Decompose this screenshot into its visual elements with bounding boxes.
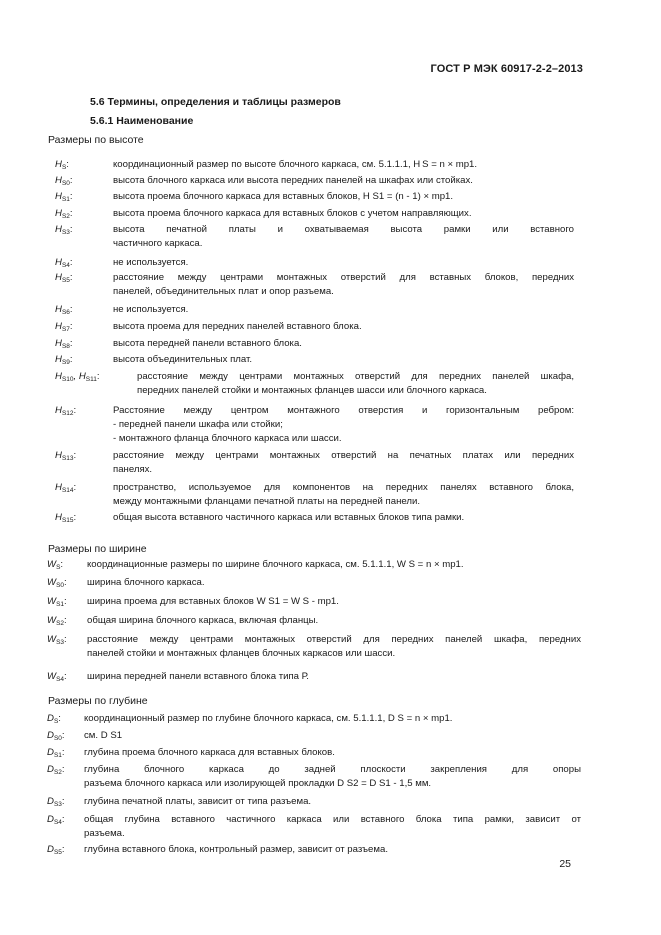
definition-line: частичного каркаса. [113,238,203,249]
term-symbol [47,843,65,860]
term-definition [113,449,574,477]
term-definition [84,843,581,857]
term-definition [87,670,581,684]
symbol-letter: H [55,512,62,523]
symbol-subscript: S1 [53,752,62,759]
definition-line: координационный размер по глубине блочного каркаса, см. 5.1.1.1, D S = n × mp1. [84,713,453,724]
symbol-subscript: S12 [61,410,74,417]
term-definition [87,614,581,628]
symbol-letter: D [47,713,54,724]
symbol-subscript: S10 [61,376,74,383]
symbol-colon: : [73,512,77,523]
term-definition [113,353,574,367]
symbol-subscript: S5 [53,849,62,856]
symbol-letter: H [55,304,62,315]
symbol-colon: : [61,814,65,825]
symbol-subscript: S2 [53,769,62,776]
symbol-subscript: S15 [61,517,74,524]
term-symbol [55,511,76,528]
symbol-letter: W [47,671,57,682]
term-definition [113,481,574,509]
term-definition [113,158,574,172]
definition-line: высота проема для передних панелей вставного блока. [113,321,362,332]
group-title: Размеры по ширине [48,543,147,555]
definition-line: Расстояние между центром монтажного отверстия и горизонтальным ребром: [113,405,574,416]
symbol-colon: : [64,596,67,607]
symbol-colon: : [69,224,73,235]
symbol-colon: : [61,730,65,741]
term-definition [84,746,581,760]
symbol-letter: D [47,747,54,758]
symbol-letter: W [47,615,57,626]
symbol-colon: : [69,354,73,365]
term-definition [113,271,574,299]
definition-line: - передней панели шкафа или стойки; [113,419,283,430]
symbol-letter: H [55,272,62,283]
symbol-subscript: S6 [61,309,70,316]
term-definition [84,795,581,809]
term-symbol [47,729,65,746]
symbol-separator: , [73,371,79,382]
definition-line: общая глубина вставного частичного каркаса или вставного блока типа рамки, зависит от [84,814,581,825]
definition-line: панелей стойки и монтажных фланцев блочных каркасов или шасси. [87,648,396,659]
symbol-colon: : [61,747,65,758]
symbol-subscript: S0 [53,735,62,742]
symbol-colon: : [64,615,67,626]
symbol-colon: : [73,405,77,416]
standard-designation: ГОСТ Р МЭК 60917-2-2–2013 [430,63,583,75]
symbol-colon: : [69,175,73,186]
definition-line: расстояние между центрами монтажных отверстий на печатных платах или передних [113,450,574,461]
term-symbol [55,190,73,207]
symbol-letter: H [55,257,62,268]
symbol-subscript: S2 [61,213,70,220]
symbol-colon: : [61,796,65,807]
definition-line: высота проема блочного каркаса для вставных блоков с учетом направляющих. [113,208,472,219]
definition-line: координационные размеры по ширине блочного каркаса, см. 5.1.1.1, W S = n × mp1. [87,559,464,570]
term-symbol [47,746,65,763]
symbol-colon: : [58,713,61,724]
term-symbol [47,712,61,729]
symbol-subscript: S5 [61,277,70,284]
symbol-letter: W [47,634,57,645]
symbol-letter: H [55,191,62,202]
symbol-colon: : [73,482,77,493]
symbol-letter: H [55,450,62,461]
term-symbol [55,271,73,288]
symbol-subscript: S2 [56,620,65,627]
symbol-colon: : [66,159,69,170]
subsection-title: 5.6.1 Наименование [90,115,194,127]
symbol-subscript: S0 [56,582,65,589]
term-symbol [55,353,73,370]
term-definition [113,337,574,351]
symbol-subscript: S4 [61,262,70,269]
symbol-colon: : [69,208,73,219]
definition-line: см. D S1 [84,730,123,741]
group-title: Размеры по глубине [48,695,148,707]
term-definition [113,404,574,446]
symbol-letter: H [55,208,62,219]
symbol-letter: D [47,764,54,775]
definition-line: ширина передней панели вставного блока типа Р. [87,671,309,682]
definition-line: ширина блочного каркаса. [87,577,205,588]
term-definition [84,729,581,743]
term-symbol [55,207,73,224]
definition-line: не используется. [113,257,189,268]
symbol-colon: : [69,272,73,283]
term-definition [84,763,581,791]
definition-line: координационный размер по высоте блочного каркаса, см. 5.1.1.1, H S = n × mp1. [113,159,478,170]
symbol-colon: : [64,577,67,588]
term-symbol [55,370,100,387]
term-definition [113,320,574,334]
symbol-letter: H [55,354,62,365]
symbol-subscript: S3 [53,801,62,808]
symbol-colon: : [96,371,100,382]
term-symbol [55,223,73,240]
term-definition [84,813,581,841]
symbol-colon: : [69,191,73,202]
term-definition [84,712,581,726]
definition-line: пространство, используемое для компонентов на передних панелях вставного блока, [113,482,574,493]
symbol-subscript: S4 [56,676,65,683]
symbol-colon: : [69,338,73,349]
symbol-subscript: S9 [61,359,70,366]
symbol-colon: : [64,634,67,645]
symbol-subscript: S3 [61,229,70,236]
term-definition [87,633,581,661]
symbol-letter: H [55,224,62,235]
term-symbol [55,481,76,498]
symbol-subscript: S1 [61,196,70,203]
term-definition [137,370,574,398]
term-symbol [47,670,67,687]
term-definition [113,207,574,221]
term-symbol [55,158,69,175]
definition-line: расстояние между центрами монтажных отверстий для передних панелей шкафа, передних [87,634,581,645]
definition-line: глубина блочного каркаса до задней плоскости закрепления для опоры [84,764,581,775]
term-definition [113,190,574,204]
symbol-letter: H [55,338,62,349]
symbol-subscript: S13 [61,455,74,462]
definition-line: панелей, объединительных плат и опор разъема. [113,286,334,297]
symbol-subscript: S1 [56,601,65,608]
term-symbol [47,763,65,780]
term-definition [113,256,574,270]
definition-line: общая ширина блочного каркаса, включая фланцы. [87,615,319,626]
symbol-subscript: S8 [61,343,70,350]
term-symbol [55,337,73,354]
symbol-letter: D [47,814,54,825]
term-symbol [47,813,65,830]
group-title: Размеры по высоте [48,134,144,146]
term-symbol [47,576,67,593]
symbol-colon: : [69,321,73,332]
symbol-colon: : [61,844,65,855]
definition-line: - монтажного фланца блочного каркаса или шасси. [113,433,342,444]
term-definition [87,576,581,590]
term-symbol [47,595,67,612]
term-definition [113,174,574,188]
definition-line: глубина вставного блока, контрольный размер, зависит от разъема. [84,844,388,855]
symbol-subscript: S [61,164,67,171]
symbol-letter: H [55,159,62,170]
symbol-subscript: S3 [56,639,65,646]
symbol-colon: : [61,764,65,775]
symbol-letter: H [55,175,62,186]
term-symbol [55,320,73,337]
definition-line: общая высота вставного частичного каркаса или вставных блоков типа рамки. [113,512,465,523]
symbol-letter: D [47,796,54,807]
definition-line: глубина проема блочного каркаса для вставных блоков. [84,747,335,758]
symbol-colon: : [64,671,67,682]
symbol-letter: W [47,559,57,570]
definition-line: разъема. [84,828,125,839]
term-definition [113,223,574,251]
definition-line: панелях. [113,464,153,475]
definition-line: глубина печатной платы, зависит от типа разъема. [84,796,312,807]
section-title: 5.6 Термины, определения и таблицы размеров [90,96,341,108]
symbol-letter: W [47,577,57,588]
definition-line: расстояние между центрами монтажных отверстий для передних панелей шкафа, [137,371,574,382]
term-definition [113,303,574,317]
term-definition [87,595,581,609]
definition-line: не используется. [113,304,189,315]
symbol-subscript: S11 [85,376,97,383]
definition-line: высота блочного каркаса или высота передних панелей на шкафах или стойках. [113,175,473,186]
definition-line: высота печатной платы и охватываемая высота рамки или вставного [113,224,574,235]
symbol-letter: W [47,596,57,607]
symbol-letter: H [55,405,62,416]
symbol-subscript: S7 [61,326,70,333]
symbol-letter: H [55,371,62,382]
symbol-subscript: S [56,564,61,571]
definition-line: разъема блочного каркаса или изолирующей прокладки D S2 = D S1 - 1,5 мм. [84,778,432,789]
symbol-letter: H [78,371,86,382]
term-symbol [55,303,73,320]
definition-line: расстояние между центрами монтажных отверстий для вставных блоков, передних [113,272,574,283]
symbol-letter: H [55,321,62,332]
definition-line: высота объединительных плат. [113,354,253,365]
symbol-colon: : [60,559,64,570]
symbol-subscript: S14 [61,487,74,494]
term-symbol [47,795,65,812]
symbol-colon: : [73,450,77,461]
term-symbol [47,614,67,631]
symbol-subscript: S [53,718,59,725]
definition-line: между монтажными фланцами печатной платы на передней панели. [113,496,421,507]
term-symbol [47,558,63,575]
term-definition [113,511,574,525]
term-symbol [47,633,67,650]
symbol-colon: : [69,304,73,315]
symbol-subscript: S4 [53,819,62,826]
symbol-subscript: S0 [61,180,70,187]
definition-line: высота проема блочного каркаса для вставных блоков, H S1 = (n - 1) × mp1. [113,191,454,202]
symbol-letter: D [47,730,54,741]
page-number: 25 [559,858,571,870]
symbol-colon: : [69,257,73,268]
symbol-letter: H [55,482,62,493]
definition-line: ширина проема для вставных блоков W S1 = W S - mp1. [87,596,339,607]
symbol-letter: D [47,844,54,855]
definition-line: высота передней панели вставного блока. [113,338,302,349]
term-definition [87,558,581,572]
definition-line: передних панелей стойки и монтажных фланцев шасси или блочного каркаса. [137,385,487,396]
term-symbol [55,174,73,191]
term-symbol [55,404,76,421]
term-symbol [55,449,76,466]
